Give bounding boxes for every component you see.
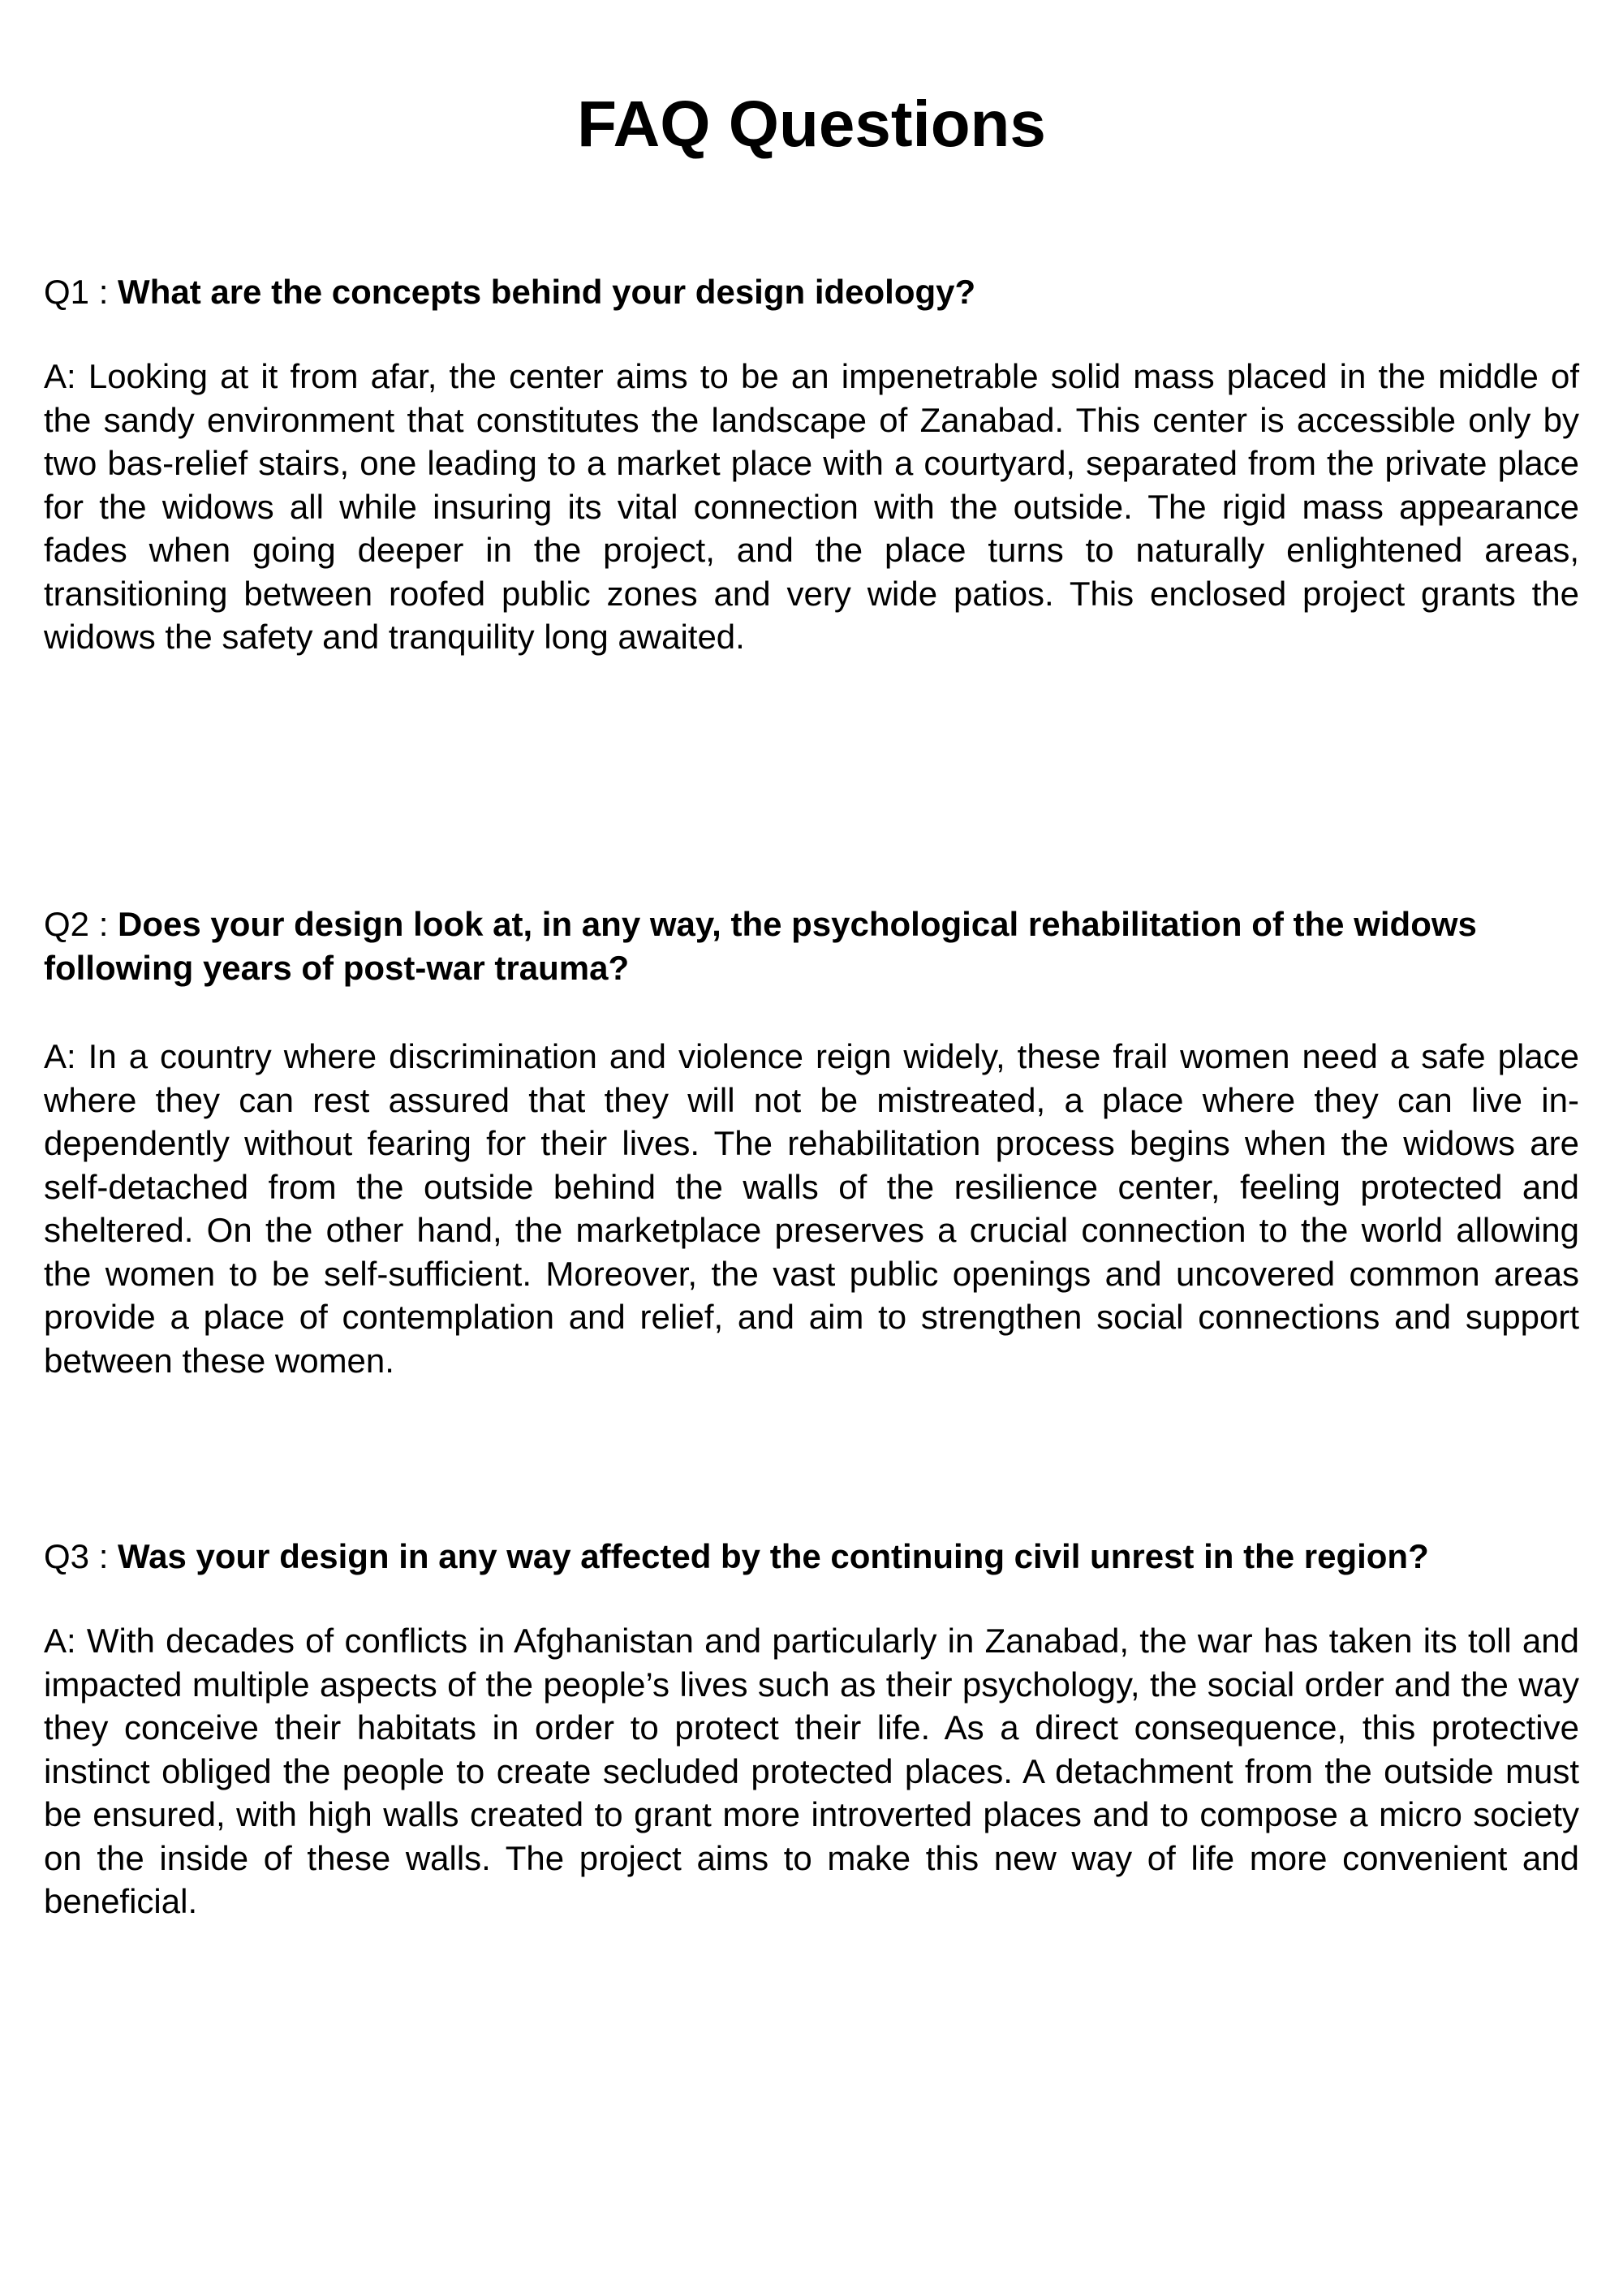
question-text-2: Does your design look at, in any way, the psychological rehabilitation of the widows following years of post-war trauma?	[44, 905, 1477, 987]
question-number-3: Q3 :	[44, 1537, 118, 1575]
faq-answer-1: A: Looking at it from afar, the center aims to be an impenetrable solid mass placed in the middle of the sandy environment that constitutes the landscape of Zanabad. This center is accessible only by two bas-relief stairs, one leading to a market place with a courtyard, separated from the private place for the widows all while insuring its vital connection with the outside. The rigid mass appearance fades when going deeper in the project, and the place turns to naturally enlightened areas, transitioning between roofed public zones and very wide patios. This enclosed project grants the widows the safety and tranquility long awaited.	[44, 357, 1579, 656]
question-text-1: What are the concepts behind your design ideology?	[118, 273, 976, 311]
page-title: FAQ Questions	[577, 88, 1046, 160]
faq-item-3	[44, 1535, 1579, 1923]
question-number-1: Q1 :	[44, 273, 118, 311]
question-number-2: Q2 :	[44, 905, 118, 943]
faq-question-2	[44, 902, 1579, 990]
faq-answer-3: A: With decades of conflicts in Afghanistan and particularly in Zanabad, the war has taken its toll and impacted multiple aspects of the people’s lives such as their psychology, the social order and the way they conceive their habitats in order to protect their life. As a direct consequence, this protective instinct obliged the people to create secluded protected places. A detachment from the outside must be ensured, with high walls created to grant more introverted places and to compose a micro society on the inside of these walls. The project aims to make this new way of life more convenient and beneficial.	[44, 1622, 1579, 1920]
faq-item-2	[44, 902, 1579, 1382]
faq-question-3	[44, 1535, 1579, 1579]
faq-item-1	[44, 270, 1579, 659]
question-text-3: Was your design in any way affected by the continuing civil unrest in the region?	[118, 1537, 1429, 1575]
faq-answer-2: A: In a country where discrimination and violence reign widely, these frail women need a safe place where they can rest assured that they will not be mistreated, a place where they can live independently without fearing for their lives. The rehabilitation process begins when the widows are self-detached from the outside behind the walls of the resilience center, feeling protected and sheltered. On the other hand, the marketplace preserves a crucial connection to the world allowing the women to be self-sufficient. Moreover, the vast public openings and uncovered common areas provide a place of contemplation and relief, and aim to strengthen social connections and support between these women.	[44, 1037, 1579, 1380]
faq-question-1	[44, 270, 1579, 314]
